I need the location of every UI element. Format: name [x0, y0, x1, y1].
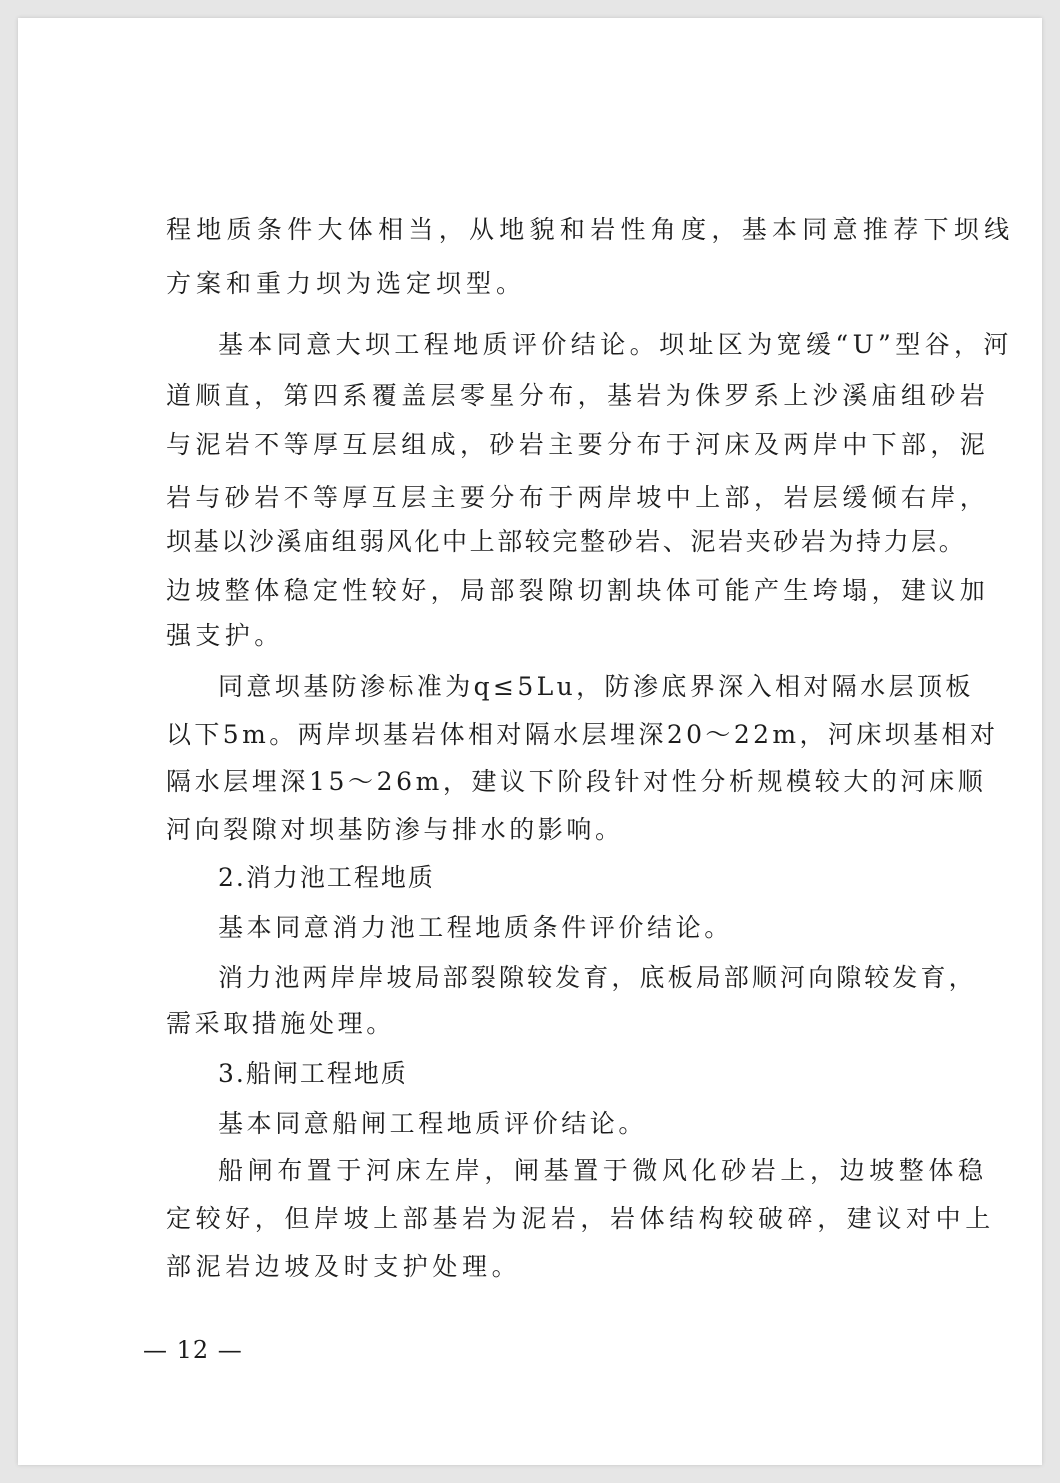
text-line: 消力池两岸岸坡局部裂隙较发育，底板局部顺河向隙较发育，	[218, 963, 977, 992]
page-number: — 12 —	[143, 1336, 243, 1364]
text-line: 河向裂隙对坝基防渗与排水的影响。	[166, 815, 624, 844]
section-heading: 3.船闸工程地质	[218, 1059, 408, 1088]
text-line: 基本同意船闸工程地质评价结论。	[218, 1109, 648, 1138]
document-page	[18, 18, 1042, 1465]
section-heading: 2.消力池工程地质	[218, 863, 435, 892]
text-line: 基本同意消力池工程地质条件评价结论。	[218, 913, 733, 942]
text-line: 隔水层埋深15～26m，建议下阶段针对性分析规模较大的河床顺	[166, 767, 987, 796]
text-line: 岩与砂岩不等厚互层主要分布于两岸坡中上部，岩层缓倾右岸，	[166, 483, 990, 512]
text-line: 船闸布置于河床左岸，闸基置于微风化砂岩上，边坡整体稳	[218, 1156, 988, 1185]
text-line: 道顺直，第四系覆盖层零星分布，基岩为侏罗系上沙溪庙组砂岩	[166, 381, 990, 410]
text-line: 与泥岩不等厚互层组成，砂岩主要分布于河床及两岸中下部，泥	[166, 430, 990, 459]
text-line: 方案和重力坝为选定坝型。	[166, 269, 527, 298]
text-line: 强支护。	[166, 621, 284, 650]
text-line: 定较好，但岸坡上部基岩为泥岩，岩体结构较破碎，建议对中上	[166, 1204, 995, 1233]
text-line: 部泥岩边坡及时支护处理。	[166, 1252, 522, 1281]
text-line: 需采取措施处理。	[166, 1009, 395, 1038]
text-line: 坝基以沙溪庙组弱风化中上部较完整砂岩、泥岩夹砂岩为持力层。	[166, 527, 967, 556]
text-line: 同意坝基防渗标准为q≤5Lu，防渗底界深入相对隔水层顶板	[218, 672, 974, 701]
text-line: 程地质条件大体相当，从地貌和岩性角度，基本同意推荐下坝线	[166, 215, 1015, 244]
text-line: 边坡整体稳定性较好，局部裂隙切割块体可能产生垮塌，建议加	[166, 576, 990, 605]
text-line: 以下5m。两岸坝基岩体相对隔水层埋深20～22m，河床坝基相对	[166, 720, 999, 749]
text-line: 基本同意大坝工程地质评价结论。坝址区为宽缓“U”型谷，河	[218, 330, 1013, 359]
